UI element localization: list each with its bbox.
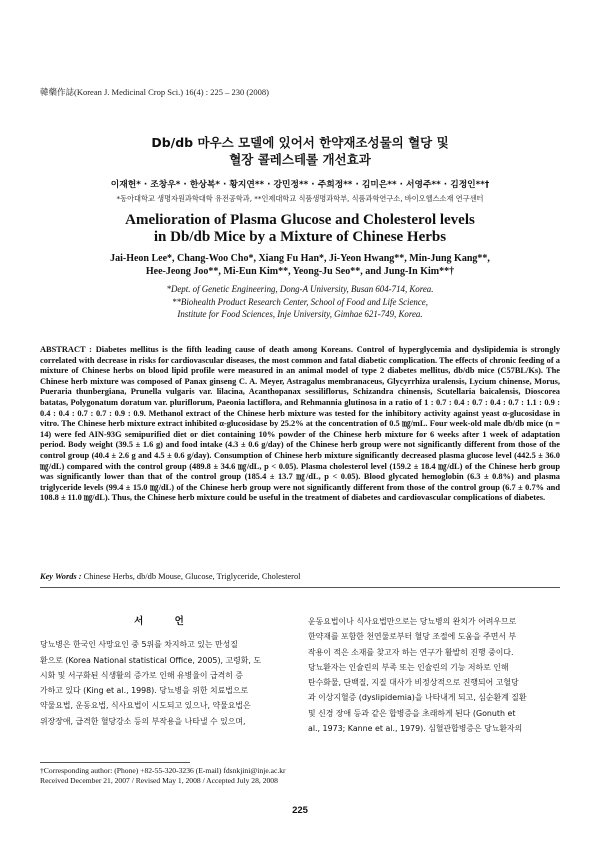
body-line: 위장장애, 급격한 혈당강소 등의 부작용을 나타낼 수 있으며, xyxy=(40,716,246,726)
body-line: 약물요법, 운동요법, 식사요법이 시도되고 있으나, 약물요법은 xyxy=(40,701,251,711)
body-line: 작용이 적은 소재를 찾고자 하는 연구가 활발히 진행 중이다. xyxy=(308,647,514,657)
english-affiliation-line: **Biohealth Product Research Center, School of Food and Life Science, xyxy=(172,296,428,307)
abstract-label: ABSTRACT : xyxy=(40,345,92,354)
keywords-text: Chinese Herbs, db/db Mouse, Glucose, Triglyceride, Cholesterol xyxy=(83,572,301,581)
section-divider xyxy=(40,587,560,588)
korean-title-line: 혈장 콜레스테롤 개선효과 xyxy=(229,152,371,167)
english-authors xyxy=(0,253,600,278)
korean-affiliation: *동아대학교 생명자원과학대학 유전공학과, **인제대학교 식품생명과학부, 식품과학연구소, 바이오헬스소재 연구센터 xyxy=(116,194,484,203)
english-title xyxy=(0,212,600,246)
korean-title xyxy=(0,134,600,168)
section-title: 서 언 xyxy=(134,616,198,627)
right-column xyxy=(308,614,560,736)
english-authors-line: Hee-Jeong Joo**, Mi-Eun Kim**, Yeong-Ju Seo**, and Jung-In Kim**† xyxy=(145,265,455,277)
journal-header: 韓藥作誌(Korean J. Medicinal Crop Sci.) 16(4) : 225 – 230 (2008) xyxy=(40,87,269,97)
english-title-line: Amelioration of Plasma Glucose and Cholesterol levels xyxy=(125,212,475,228)
korean-title-line: Db/db 마우스 모델에 있어서 한약재조성물의 혈당 및 xyxy=(151,135,449,150)
korean-authors: 이재헌* · 조창우* · 한상복* · 황지연** · 강민정** · 주희정** · 김미은** · 서영주** · 김정인**† xyxy=(110,180,490,190)
english-affiliation-line: *Dept. of Genetic Engineering, Dong-A University, Busan 604-714, Korea. xyxy=(166,284,434,294)
footnote-line: Received December 21, 2007 / Revised May 1, 2008 / Accepted July 28, 2008 xyxy=(40,776,278,785)
left-column xyxy=(40,614,292,729)
footnote-divider xyxy=(40,762,190,763)
abstract xyxy=(40,345,560,504)
keywords-label: Key Words : xyxy=(40,572,82,581)
body-line: 과 이상지혈증 (dyslipidemia)을 나타내게 되고, 심순환계 질환 xyxy=(308,693,527,703)
footnote xyxy=(40,766,286,786)
english-authors-line: Jai-Heon Lee*, Chang-Woo Cho*, Xiang Fu Han*, Ji-Yeon Hwang**, Min-Jung Kang**, xyxy=(110,253,490,264)
body-line: 및 신경 장애 등과 같은 합병증을 초래하게 된다 (Gonuth et xyxy=(308,708,516,718)
abstract-text: Diabetes mellitus is the fifth leading cause of death among Koreans. Control of hyperglycemia and dyslipidemia is strongly correlated with decrease in risks for cardiovascular diseases, the most common and fatal diabetic complication. The effects of chronic feeding of a mixture of Chinese herbs on blood lipid profile were measured in an animal model of type 2 diabetes mellitus, db/db mice (C57BL/Ks). The Chinese herb mixture was composed of Panax ginseng C. A. Meyer, Astragalus membranaceus, Glycyrrhiza uralensis, Lycium chinense, Morus, Pueraria thunbergiana, Prunella vulgaris var. lilacina, Acanthopanax sessiliflorus, Schizandra chinensis, Scutellaria baicalensis, Dioscorea batatas, Polygonatum doratum var. pluriflorum, Paeonia lactiflora, and Rehmannia glutinosa in a ratio of 1 : 0.7 : 0.4 : 0.7 : 0.4 : 0.7 : 1.1 : 0.9 : 0.4 : 0.4 : 0.7 : 0.7 : 0.9 : 0.9. Methanol extract of the Chinese herb mixture was tested for the inhibitory activity against yeast α-glucosidase in vitro. The Chinese herb mixture extract inhibited α-glucosidase by 25.2% at the concentration of 0.5 ㎎/mL. Four week-old male db/db mice (n = 14) were fed AIN-93G semipurified diet or diet containing 10% powder of the Chinese herb mixture for 6 weeks after 1 week of adaptation period. Body weight (39.5 ± 1.6 g) and food intake (4.3 ± 0.6 g/day) of the Chinese herb group were not significantly different from those of the control group (40.4 ± 2.6 g and 4.5 ± 0.6 g/day). Consumption of Chinese herb mixture significantly decreased plasma glucose level (442.5 ± 36.0 ㎎/dL) compared with the control group (489.8 ± 34.6 ㎎/dL, p < 0.05). Plasma cholesterol level (159.2 ± 18.4 ㎎/dL) of the Chinese herb group was significantly lower than that of the control group (185.4 ± 13.7 ㎎/dL, p < 0.05). Blood glycated hemoglobin (6.3 ± 0.8%) and plasma triglyceride levels (99.4 ± 15.0 ㎎/dL) of the Chinese herb group were not significantly different from those of the control group (6.7 ± 0.7% and 108.8 ± 11.0 ㎎/dL). Thus, the Chinese herb mixture could be useful in the treatment of diabetes and cardiovascular complications of diabetes. xyxy=(40,345,561,503)
body-line: 탄수화물, 단백질, 지질 대사가 비정상적으로 진행되어 고혈당 xyxy=(308,678,519,688)
body-line: 운동요법이나 식사요법만으로는 당뇨병의 완치가 어려우므로 xyxy=(308,617,517,626)
footnote-line: †Corresponding author: (Phone) +82-55-320-3236 (E-mail) fdsnkjini@inje.ac.kr xyxy=(40,766,286,775)
body-line: 가하고 있다 (King et al., 1998). 당뇨병을 위한 치료법으로 xyxy=(40,686,249,696)
body-line: 당뇨환자는 인슐린의 부족 또는 인슐린의 기능 저하로 인해 xyxy=(308,662,509,672)
body-line: 시화 및 서구화된 식생활의 증가로 인해 유병율이 급격히 증 xyxy=(40,670,244,680)
english-affiliation xyxy=(0,283,600,321)
body-line: 당뇨병은 한국인 사망요인 중 5위를 차지하고 있는 만성질 xyxy=(40,640,238,650)
english-affiliation-line: Institute for Food Sciences, Inje University, Gimhae 621-749, Korea. xyxy=(177,309,423,319)
keywords xyxy=(40,572,560,581)
body-line: 환으로 (Korea National statistical Office, 2005), 고령화, 도 xyxy=(40,655,262,665)
body-line: al., 1973; Kanne et al., 1979). 심혈관합병증은 당뇨환자의 xyxy=(308,724,523,734)
english-title-line: in Db/db Mice by a Mixture of Chinese Herbs xyxy=(153,229,447,245)
body-line: 한약재를 포함한 천연물로부터 혈당 조절에 도움을 주면서 부 xyxy=(308,632,517,642)
page-number: 225 xyxy=(292,805,308,816)
